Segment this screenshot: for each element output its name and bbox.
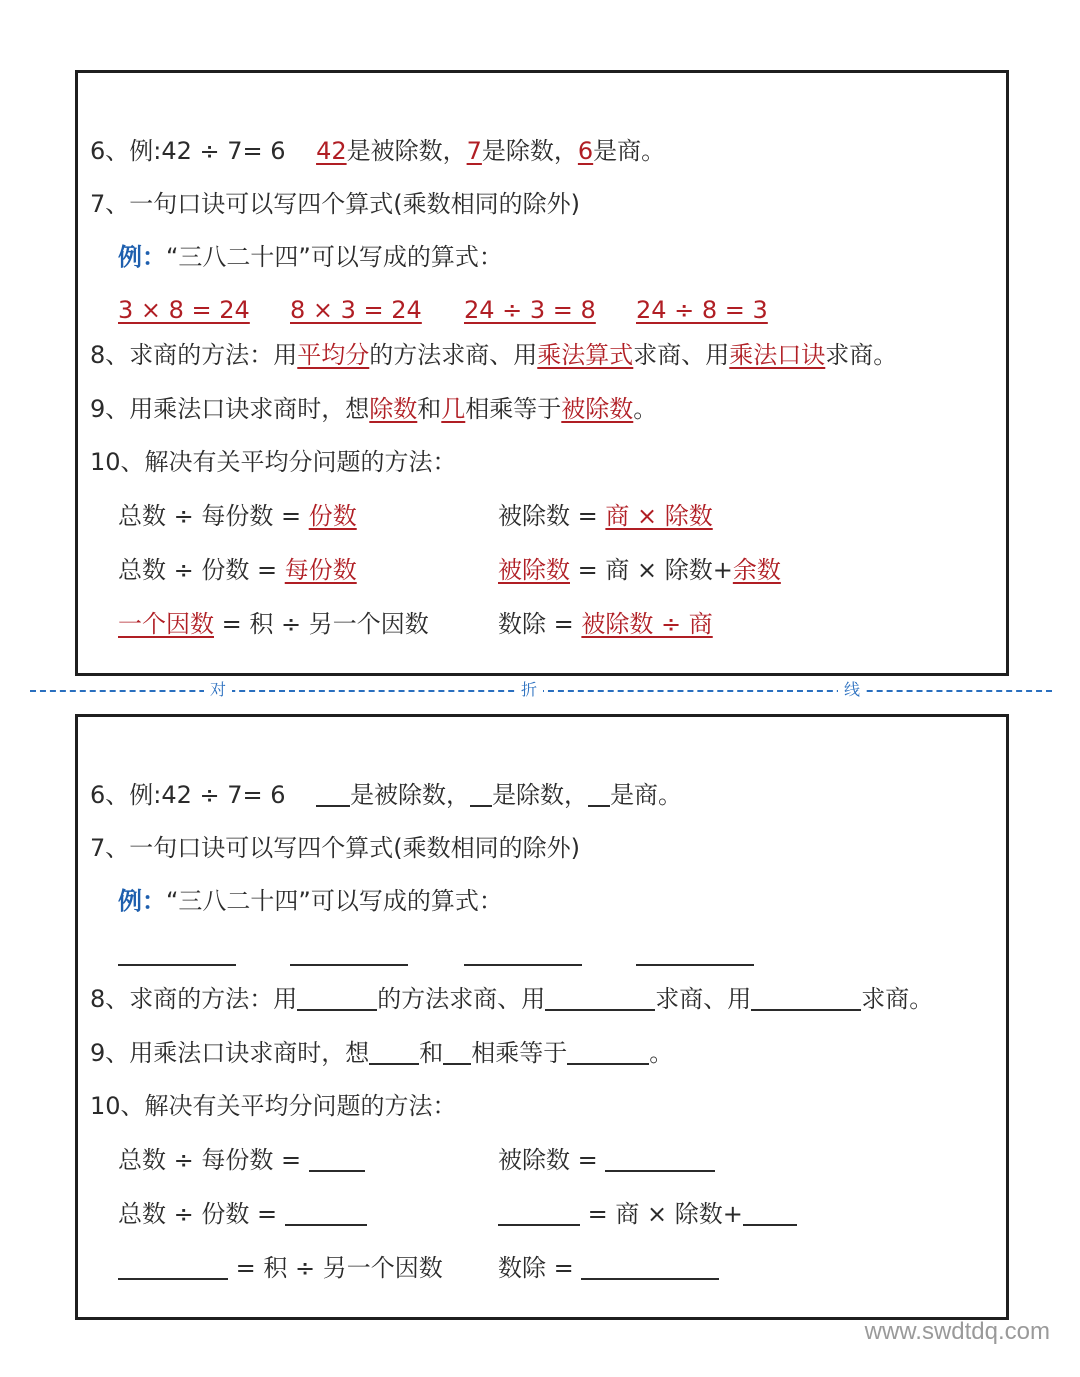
q6-answer-divisor: 7 xyxy=(466,137,482,165)
method-2-right xyxy=(498,550,781,590)
method-3-right-input[interactable] xyxy=(581,1252,719,1280)
fold-label-1: 对 xyxy=(204,680,232,700)
q10-row: 10、解决有关平均分问题的方法： xyxy=(90,448,457,476)
method-3-right-blank xyxy=(498,1248,719,1288)
method-2-left-answer: 每份数 xyxy=(284,556,357,584)
method-2-right-input-1[interactable] xyxy=(498,1198,580,1226)
q6-blank-quotient[interactable] xyxy=(588,779,610,807)
method-1-right xyxy=(498,496,713,536)
method-3-left-text: = 积 ÷ 另一个因数 xyxy=(214,610,429,638)
q9-blank-text-1: 9、用乘法口诀求商时，想 xyxy=(90,1039,370,1067)
method-3-right-answer: 被除数 ÷ 商 xyxy=(581,610,713,638)
method-2-left xyxy=(118,550,357,590)
q8-blank-text-4: 求商。 xyxy=(861,985,934,1013)
example-row xyxy=(118,237,503,277)
method-2-right-text: = 商 × 除数+ xyxy=(570,556,733,584)
q6-blank-divisor[interactable] xyxy=(470,779,492,807)
method-1-right-blank xyxy=(498,1140,715,1180)
method-3-right xyxy=(498,604,713,644)
method-3-right-text-blank: 数除 = xyxy=(498,1254,582,1282)
method-row-1-blank xyxy=(78,1140,1006,1180)
q8-answer-1: 平均分 xyxy=(297,341,370,369)
method-2-right-answer-2: 余数 xyxy=(732,556,781,584)
q9-row-blank xyxy=(90,1033,673,1073)
method-row-3-blank xyxy=(78,1248,1006,1288)
method-2-left-text: 总数 ÷ 份数 = xyxy=(118,556,285,584)
method-1-right-input[interactable] xyxy=(605,1144,715,1172)
formula-row xyxy=(78,290,1006,330)
q8-blank-text-3: 求商、用 xyxy=(655,985,752,1013)
q9-row xyxy=(90,389,657,429)
answer-card xyxy=(75,70,1009,676)
q8-blank-2[interactable] xyxy=(545,983,655,1011)
formula-3: 24 ÷ 3 = 8 xyxy=(464,296,596,324)
q6-prefix: 6、例:42 ÷ 7= 6 xyxy=(90,137,286,165)
formula-2: 8 × 3 = 24 xyxy=(290,296,422,324)
q6-text-3: 是商。 xyxy=(593,137,666,165)
method-row-2 xyxy=(78,550,1006,590)
example-label: 例： xyxy=(118,243,166,271)
q6-prefix-blank: 6、例:42 ÷ 7= 6 xyxy=(90,781,286,809)
formula-blank-4[interactable] xyxy=(636,964,754,966)
q8-row xyxy=(90,335,897,375)
q7-row: 7、一句口诀可以写四个算式(乘数相同的除外) xyxy=(90,190,580,218)
method-1-right-answer: 商 × 除数 xyxy=(605,502,713,530)
q9-blank-text-3: 相乘等于 xyxy=(471,1039,568,1067)
q6-row-blank xyxy=(90,775,682,815)
q6-blank-dividend[interactable] xyxy=(316,779,350,807)
q7-row-blank: 7、一句口诀可以写四个算式(乘数相同的除外) xyxy=(90,834,580,862)
formula-blank-1[interactable] xyxy=(118,964,236,966)
formula-blank-row xyxy=(78,934,1006,974)
formula-4: 24 ÷ 8 = 3 xyxy=(636,296,768,324)
q8-blank-1[interactable] xyxy=(297,983,377,1011)
formula-1: 3 × 8 = 24 xyxy=(118,296,250,324)
method-3-left-answer: 一个因数 xyxy=(118,610,214,638)
q9-text-4: 。 xyxy=(633,395,658,423)
q9-answer-1: 除数 xyxy=(369,395,418,423)
q10-row-blank: 10、解决有关平均分问题的方法： xyxy=(90,1092,457,1120)
q9-blank-3[interactable] xyxy=(567,1037,649,1065)
q8-text-4: 求商。 xyxy=(825,341,898,369)
formula-blank-2[interactable] xyxy=(290,964,408,966)
q8-blank-text-2: 的方法求商、用 xyxy=(377,985,546,1013)
method-1-left-input[interactable] xyxy=(309,1144,365,1172)
method-3-left xyxy=(118,604,429,644)
method-2-right-input-2[interactable] xyxy=(743,1198,797,1226)
q9-blank-text-2: 和 xyxy=(419,1039,444,1067)
method-1-right-text: 被除数 = xyxy=(498,502,606,530)
q6-text-1: 是被除数， xyxy=(346,137,467,165)
example-label-blank: 例： xyxy=(118,887,166,915)
q9-blank-2[interactable] xyxy=(443,1037,471,1065)
method-2-left-input[interactable] xyxy=(285,1198,367,1226)
q6-answer-quotient: 6 xyxy=(577,137,594,165)
method-1-right-text-blank: 被除数 = xyxy=(498,1146,606,1174)
formula-blank-3[interactable] xyxy=(464,964,582,966)
q8-text-1: 8、求商的方法：用 xyxy=(90,341,298,369)
method-row-1 xyxy=(78,496,1006,536)
method-3-left-blank xyxy=(118,1248,443,1288)
method-2-right-blank xyxy=(498,1194,797,1234)
method-3-left-text-blank: = 积 ÷ 另一个因数 xyxy=(228,1254,443,1282)
q6-blank-text-1: 是被除数， xyxy=(350,781,471,809)
q8-answer-3: 乘法口诀 xyxy=(729,341,826,369)
example-row-blank xyxy=(118,881,503,921)
q6-text-2: 是除数， xyxy=(481,137,578,165)
fold-label-3: 线 xyxy=(838,680,866,700)
method-1-left xyxy=(118,496,357,536)
method-1-left-text: 总数 ÷ 每份数 = xyxy=(118,502,309,530)
fold-label-2: 折 xyxy=(515,680,543,700)
method-row-3 xyxy=(78,604,1006,644)
method-3-right-text: 数除 = xyxy=(498,610,582,638)
method-2-left-blank xyxy=(118,1194,367,1234)
q6-blank-text-2: 是除数， xyxy=(492,781,589,809)
q8-blank-3[interactable] xyxy=(751,983,861,1011)
method-1-left-text-blank: 总数 ÷ 每份数 = xyxy=(118,1146,309,1174)
q8-blank-text-1: 8、求商的方法：用 xyxy=(90,985,298,1013)
method-2-right-answer-1: 被除数 xyxy=(498,556,570,584)
method-row-2-blank xyxy=(78,1194,1006,1234)
q9-text-2: 和 xyxy=(417,395,442,423)
q8-row-blank xyxy=(90,979,933,1019)
q9-blank-1[interactable] xyxy=(369,1037,419,1065)
method-2-left-text-blank: 总数 ÷ 份数 = xyxy=(118,1200,285,1228)
q6-blank-text-3: 是商。 xyxy=(610,781,683,809)
q8-text-2: 的方法求商、用 xyxy=(369,341,538,369)
example-text-blank: “三八二十四”可以写成的算式： xyxy=(166,887,503,915)
method-1-left-blank xyxy=(118,1140,365,1180)
q9-text-1: 9、用乘法口诀求商时，想 xyxy=(90,395,370,423)
q8-answer-2: 乘法算式 xyxy=(537,341,634,369)
q8-text-3: 求商、用 xyxy=(633,341,730,369)
worksheet-card xyxy=(75,714,1009,1320)
example-text: “三八二十四”可以写成的算式： xyxy=(166,243,503,271)
watermark: www.swdtdq.com xyxy=(864,1318,1050,1345)
method-1-left-answer: 份数 xyxy=(308,502,357,530)
q9-blank-text-4: 。 xyxy=(649,1039,674,1067)
q9-text-3: 相乘等于 xyxy=(465,395,562,423)
q9-answer-3: 被除数 xyxy=(561,395,634,423)
q9-answer-2: 几 xyxy=(441,395,466,423)
q6-answer-dividend: 42 xyxy=(316,137,347,165)
method-3-left-input[interactable] xyxy=(118,1252,228,1280)
method-2-right-text-blank: = 商 × 除数+ xyxy=(580,1200,743,1228)
q6-row xyxy=(90,131,665,171)
